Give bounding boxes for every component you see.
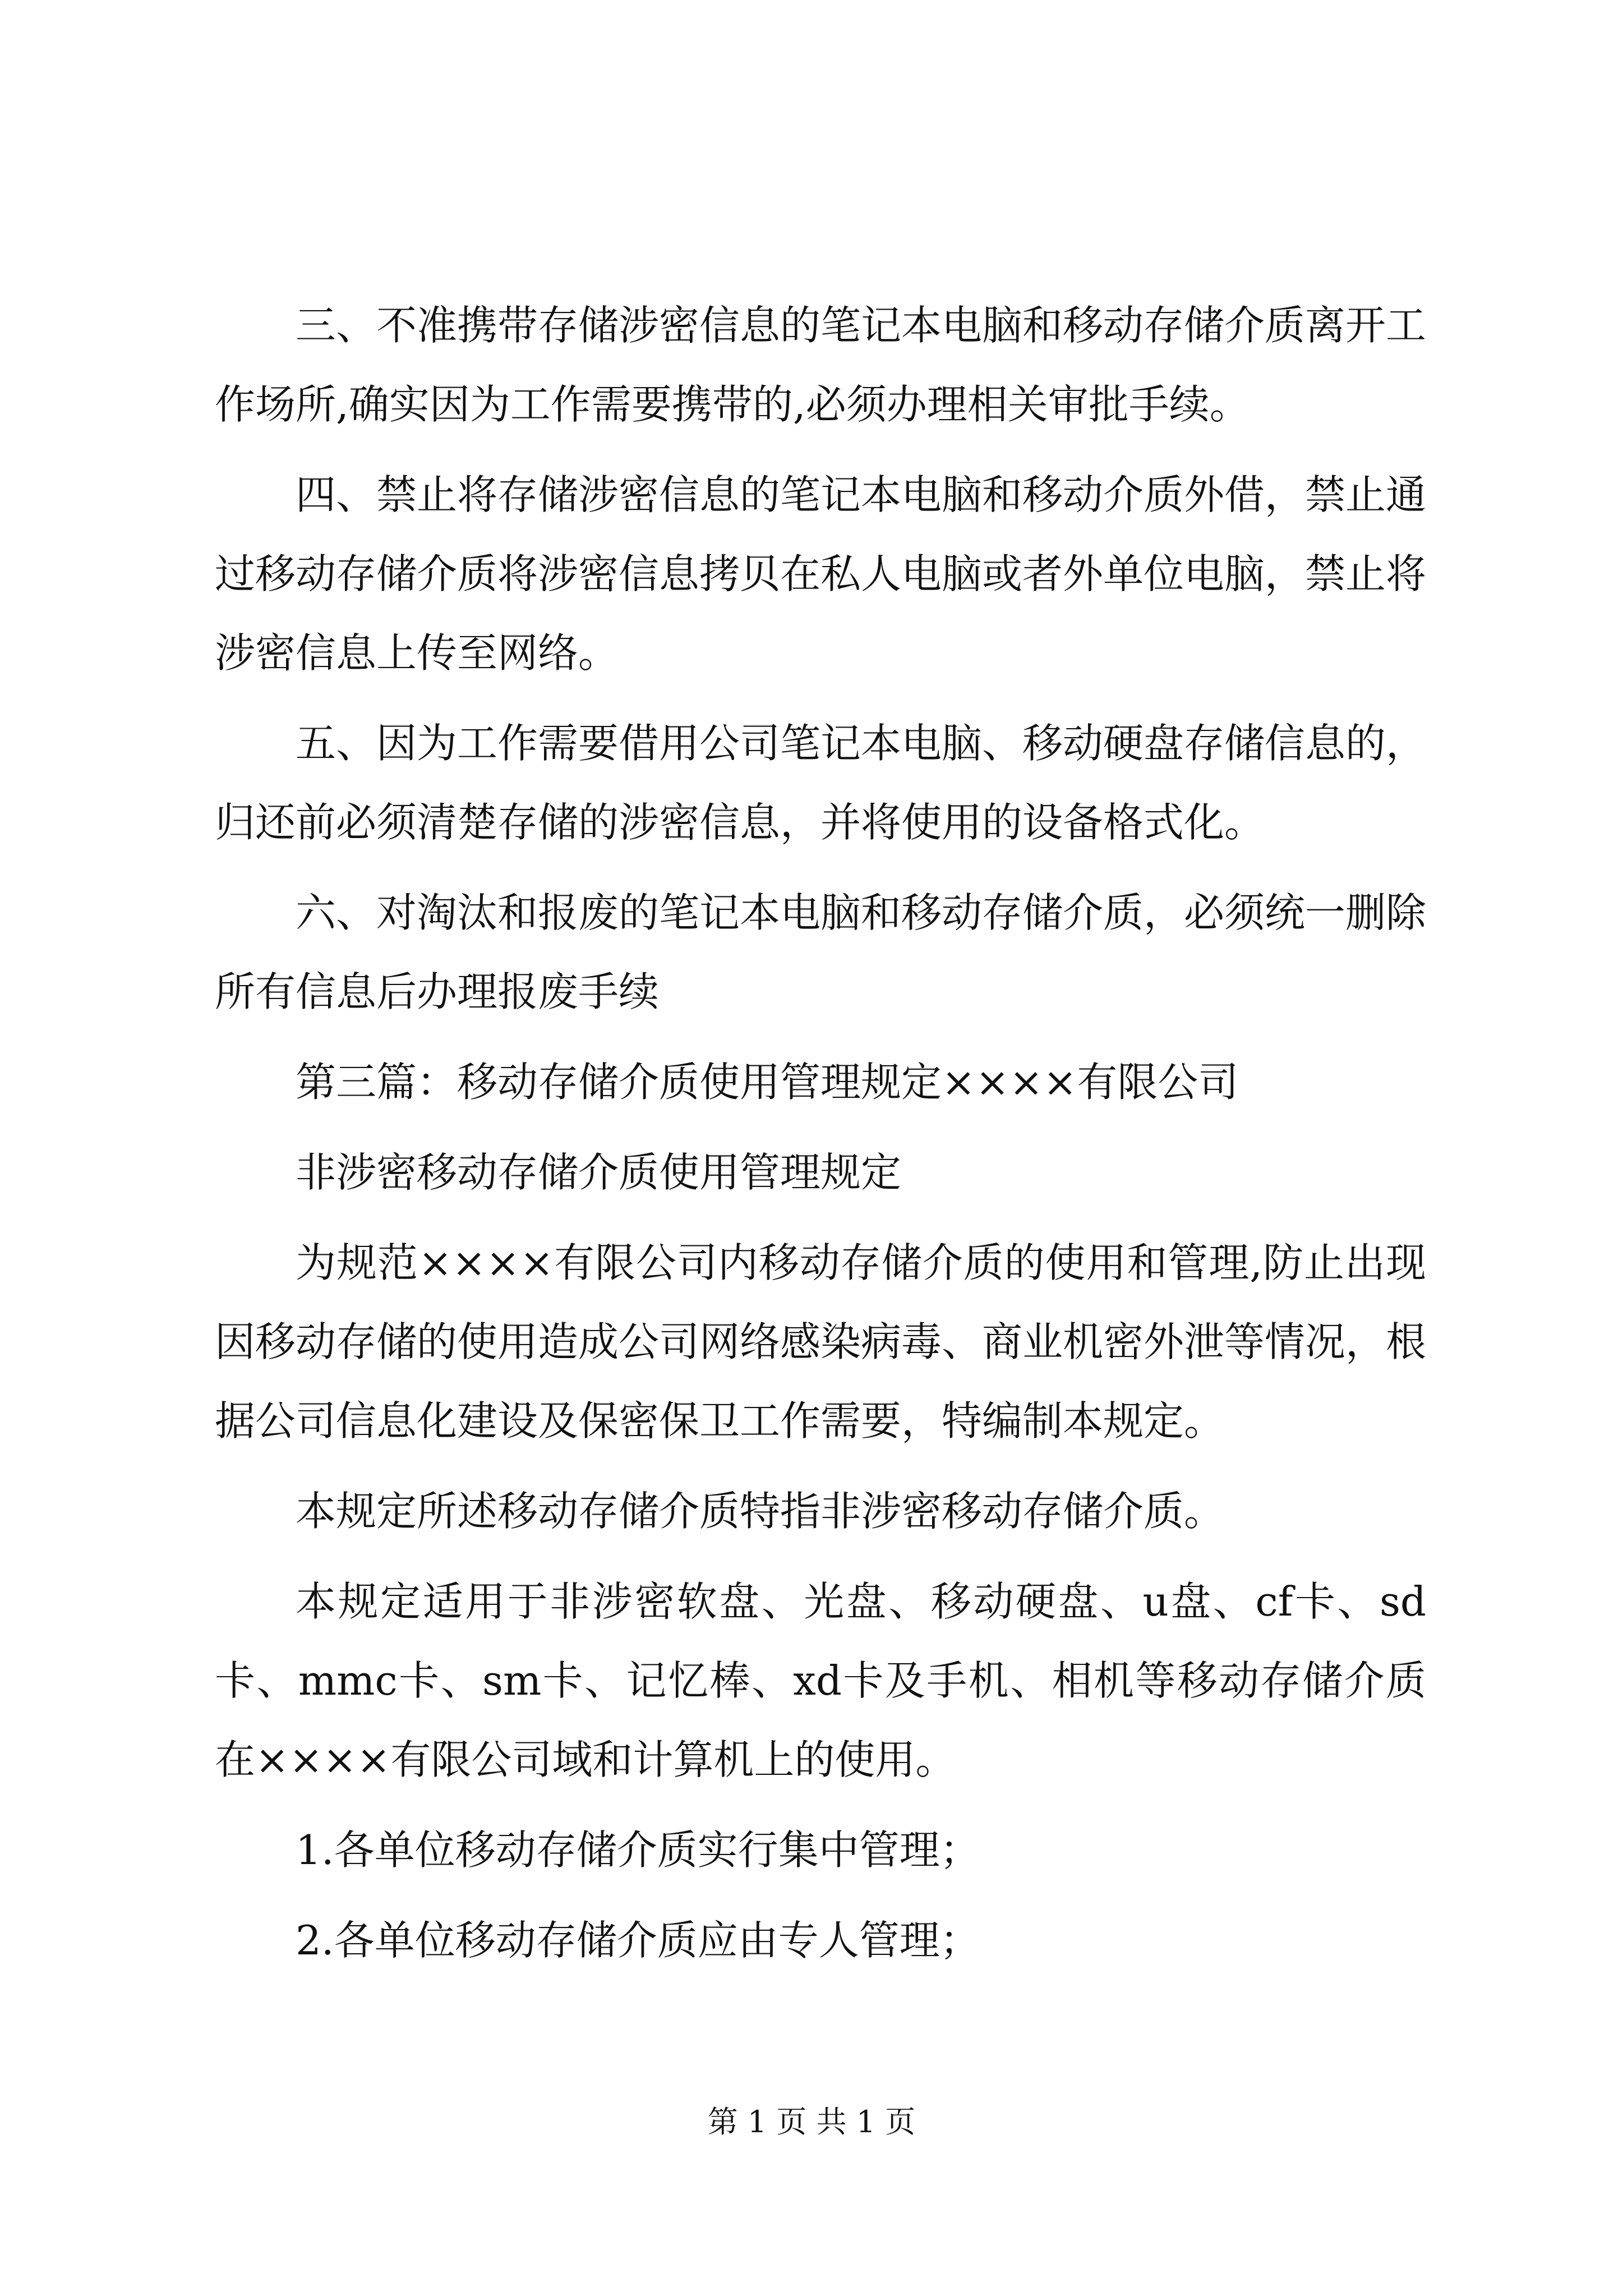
document-body xyxy=(215,286,1426,1991)
paragraph-item-1: 1.各单位移动存储介质实行集中管理； xyxy=(296,1826,980,1874)
paragraph-scope-definition: 本规定所述移动存储介质特指非涉密移动存储介质。 xyxy=(296,1488,1225,1535)
paragraph-scope-application: 本规定适用于非涉密软盘、光盘、移动硬盘、u盘、cf卡、sd卡、mmc卡、sm卡、记忆棒、xd卡及手机、相机等移动存储介质在××××有限公司域和计算机上的使用。 xyxy=(215,1578,1426,1783)
paragraph-purpose: 为规范××××有限公司内移动存储介质的使用和管理,防止出现因移动存储的使用造成公司网络感染病毒、商业机密外泄等情况，根据公司信息化建设及保密保卫工作需要，特编制本规定。 xyxy=(215,1239,1427,1444)
paragraph-rule-6: 六、对淘汰和报废的笔记本电脑和移动存储介质，必须统一删除所有信息后办理报废手续 xyxy=(215,889,1427,1015)
paragraph-rule-4: 四、禁止将存储涉密信息的笔记本电脑和移动介质外借，禁止通过移动存储介质将涉密信息拷贝在私人电脑或者外单位电脑，禁止将涉密信息上传至网络。 xyxy=(215,471,1427,677)
page-footer: 第 1 页 共 1 页 xyxy=(707,2104,916,2139)
regulation-title: 非涉密移动存储介质使用管理规定 xyxy=(296,1149,902,1196)
paragraph-rule-5: 五、因为工作需要借用公司笔记本电脑、移动硬盘存储信息的，归还前必须清楚存储的涉密信息，并将使用的设备格式化。 xyxy=(215,720,1427,846)
paragraph-item-2: 2.各单位移动存储介质应由专人管理； xyxy=(296,1917,980,1964)
paragraph-rule-3: 三、不准携带存储涉密信息的笔记本电脑和移动存储介质离开工作场所,确实因为工作需要携带的,必须办理相关审批手续。 xyxy=(215,302,1427,428)
section-heading: 第三篇：移动存储介质使用管理规定××××有限公司 xyxy=(296,1059,1239,1106)
